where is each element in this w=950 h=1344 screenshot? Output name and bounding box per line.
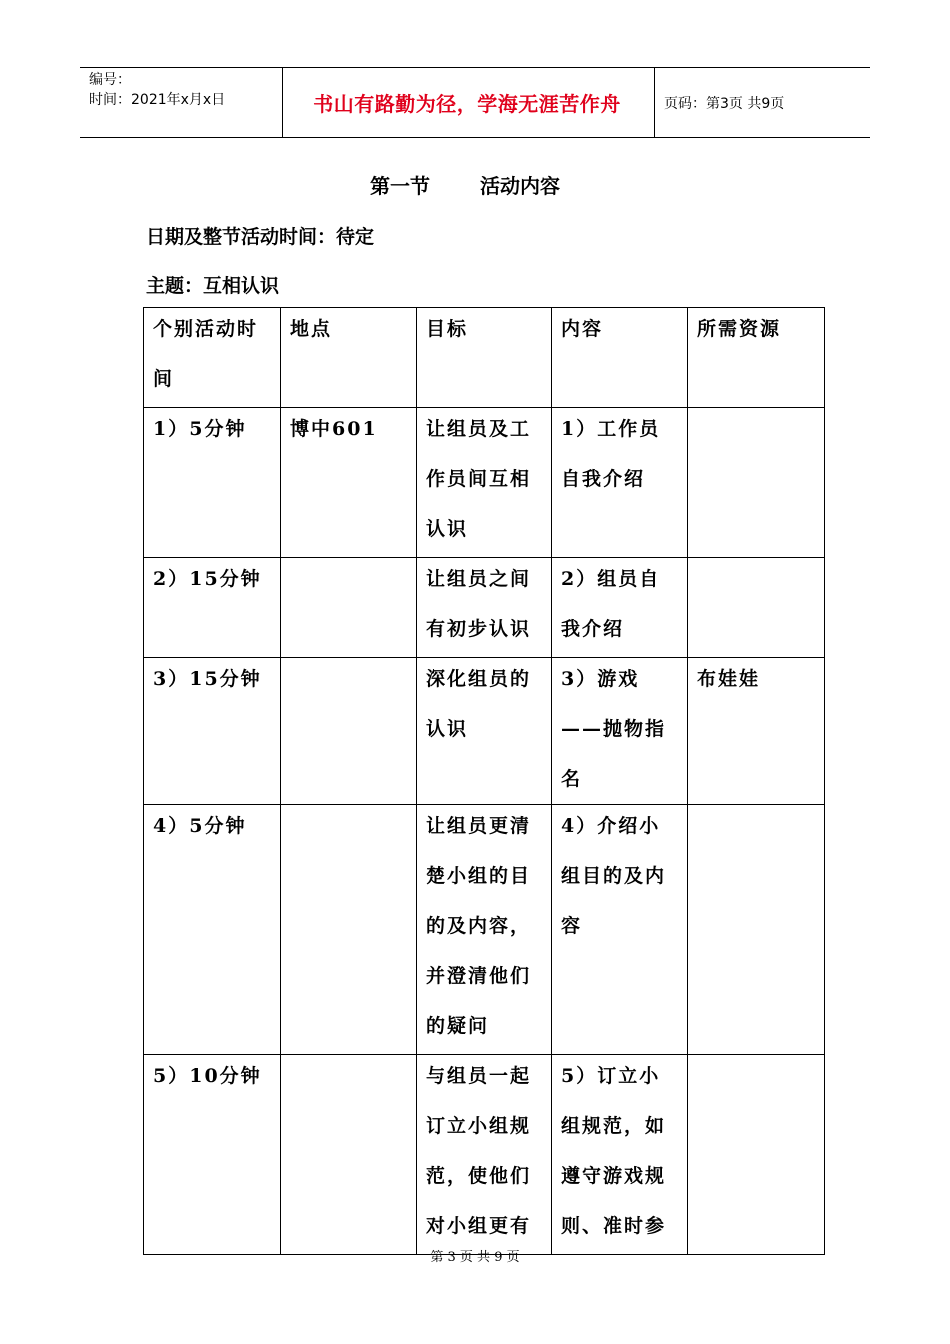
goal-cell: 让组员更清楚小组的目的及内容，并澄清他们的疑问 (417, 805, 552, 1055)
content-cell: 4）介绍小组目的及内容 (552, 805, 688, 1055)
header-cell: 内容 (552, 308, 688, 408)
resource-cell (688, 805, 825, 1055)
table-row (144, 805, 825, 1055)
table-row (144, 558, 825, 658)
header-divider (654, 68, 655, 137)
location-cell: 博中601 (281, 408, 417, 558)
section-heading: 活动内容 (480, 174, 560, 198)
location-cell (281, 1055, 417, 1255)
header-cell: 地点 (281, 308, 417, 408)
resource-cell: 布娃娃 (688, 658, 825, 805)
header-cell: 所需资源 (688, 308, 825, 408)
header-page-label: 页码：第3页 共9页 (664, 95, 785, 112)
section-number: 第一节 (370, 174, 430, 198)
goal-cell: 让组员及工作员间互相认识 (417, 408, 552, 558)
time-cell: 3）15分钟 (144, 658, 281, 805)
goal-cell: 深化组员的认识 (417, 658, 552, 805)
resource-cell (688, 558, 825, 658)
header-cell: 个别活动时间 (144, 308, 281, 408)
table-row (144, 658, 825, 805)
content-cell: 3）游戏——抛物指名 (552, 658, 688, 805)
header-cell: 目标 (417, 308, 552, 408)
location-cell (281, 805, 417, 1055)
activity-table (143, 307, 825, 1255)
location-cell (281, 658, 417, 805)
content-cell: 2）组员自我介绍 (552, 558, 688, 658)
time-cell: 5）10分钟 (144, 1055, 281, 1255)
table-row (144, 1055, 825, 1255)
resource-cell (688, 408, 825, 558)
serial-label: 编号： (89, 72, 131, 88)
time-cell: 4）5分钟 (144, 805, 281, 1055)
table-row (144, 408, 825, 558)
time-cell: 1）5分钟 (144, 408, 281, 558)
section-title (0, 170, 930, 199)
header-motto: 书山有路勤为径，学海无涯苦作舟 (313, 92, 621, 116)
header-meta (89, 70, 279, 110)
theme-line: 主题：互相认识 (146, 275, 280, 297)
resource-cell (688, 1055, 825, 1255)
page-footer: 第 3 页 共 9 页 (430, 1250, 520, 1265)
goal-cell: 让组员之间有初步认识 (417, 558, 552, 658)
page-header (80, 67, 870, 138)
time-cell: 2）15分钟 (144, 558, 281, 658)
table-header-row (144, 308, 825, 408)
content-cell: 5）订立小组规范，如遵守游戏规则、准时参 (552, 1055, 688, 1255)
location-cell (281, 558, 417, 658)
date-label: 时间：2021年x月x日 (89, 92, 226, 108)
goal-cell: 与组员一起订立小组规范，使他们对小组更有 (417, 1055, 552, 1255)
date-line: 日期及整节活动时间：待定 (146, 226, 375, 248)
content-cell: 1）工作员自我介绍 (552, 408, 688, 558)
